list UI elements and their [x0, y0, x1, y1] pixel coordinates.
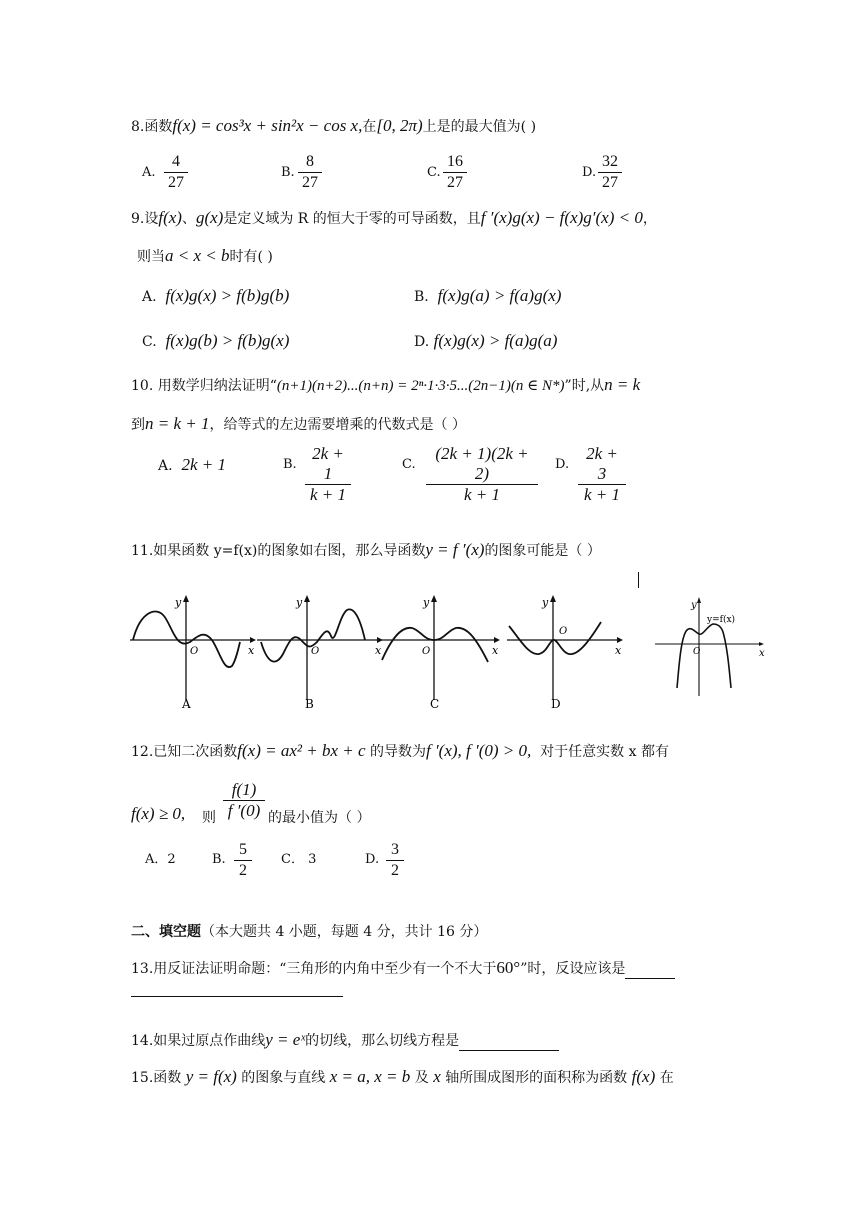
graph-a-origin-label: O	[190, 646, 199, 657]
graph-b-caption: B	[305, 697, 314, 711]
q14-line: 14.如果过原点作曲线y = eˣ的切线，那么切线方程是	[131, 1030, 559, 1051]
q12-ratio-fraction: $\frac{f(1)}{f '(0)}$	[223, 780, 265, 821]
graph-option-d	[505, 592, 635, 716]
graph-a-caption: A	[182, 697, 191, 711]
section-2-heading: 二、填空题（本大题共 4 小题，每题 4 分，共计 16 分）	[131, 924, 488, 940]
graph-option-b	[255, 592, 385, 716]
graph-d-caption: D	[551, 697, 561, 711]
graph-b-x-label: x	[375, 644, 382, 657]
q12-line1: 12.已知二次函数f(x) = ax² + bx + c 的导数为f ′(x), f ′(0) > 0, 对于任意实数 x 都有	[131, 741, 669, 760]
q9-option-c: C. f(x)g(b) > f(b)g(x)	[142, 331, 290, 350]
q8-option-d-fraction: $\frac{32}{27}$	[598, 152, 622, 193]
graph-option-a	[128, 592, 258, 716]
q9-line2: 则当a < x < b时有( )	[137, 246, 273, 265]
q8-option-a-label: A.	[142, 165, 156, 180]
graph-d-x-label: x	[615, 644, 622, 657]
graph-c-origin-label: O	[422, 646, 431, 657]
q8-option-a-fraction: $\frac{4}{27}$	[164, 152, 188, 193]
q8-option-c-fraction: $\frac{16}{27}$	[443, 152, 467, 193]
q10-line2: 到n = k + 1，给等式的左边需要增乘的代数式是（ ）	[131, 414, 466, 433]
q12-tail: 的最小值为（ ）	[268, 810, 371, 826]
graph-c-x-label: x	[492, 644, 499, 657]
graph-ref-curve-label: y=f(x)	[707, 615, 736, 625]
q9-option-a: A. f(x)g(x) > f(b)g(b)	[142, 286, 290, 305]
q10-option-d-label: D.	[555, 457, 570, 472]
q8-option-b-fraction: $\frac{8}{27}$	[298, 152, 322, 193]
graph-a-x-label: x	[248, 644, 255, 657]
q8-option-b-label: B.	[281, 165, 295, 180]
q10-option-b-label: B.	[283, 457, 297, 472]
graph-a-y-label: y	[175, 596, 182, 609]
q10-option-a: A. 2k + 1	[158, 455, 226, 474]
q10-option-c-label: C.	[402, 457, 416, 472]
graph-b-origin-label: O	[311, 646, 320, 657]
q12-then: 则	[202, 810, 216, 826]
graph-b-y-label: y	[296, 596, 303, 609]
q8-option-d-label: D.	[582, 165, 597, 180]
q9-line1: 9.设f(x)、g(x)是定义域为 R 的恒大于零的可导函数，且f ′(x)g(x) − f(x)g′(x) < 0，	[131, 208, 657, 227]
q13-answer-blank-line2[interactable]	[131, 996, 343, 997]
q8-stem: 8.函数f(x) = cos³x + sin²x − cos x,在[0, 2π)上是的最大值为( )	[131, 116, 537, 135]
q12-option-d-label: D.	[365, 852, 380, 867]
q10-option-d-fraction: $\frac{2k + 3}{k + 1}$	[578, 444, 626, 505]
q10-line1: 10. 用数学归纳法证明“(n+1)(n+2)...(n+n) = 2ⁿ·1·3·5...(2n−1)(n ∈ N*)”时,从n = k	[131, 375, 641, 394]
q12-option-c: C． 3	[281, 852, 317, 867]
text-cursor-mark	[638, 572, 639, 588]
q15-line: 15.函数 y = f(x) 的图象与直线 x = a, x = b 及 x 轴所围成图形的面积称为函数 f(x) 在	[131, 1067, 674, 1086]
q12-option-d-fraction: $\frac{3}{2}$	[386, 840, 404, 881]
graph-d-y-label: y	[542, 596, 549, 609]
q12-cond: f(x) ≥ 0,	[131, 804, 186, 823]
q14-answer-blank[interactable]	[459, 1036, 559, 1051]
q12-option-b-fraction: $\frac{5}{2}$	[234, 840, 252, 881]
q12-option-b-label: B.	[212, 852, 226, 867]
q12-option-a: A．2	[145, 852, 176, 867]
graph-c-caption: C	[430, 697, 440, 711]
q10-option-b-fraction: $\frac{2k + 1}{k + 1}$	[305, 444, 351, 505]
graph-ref-x-label: x	[759, 648, 765, 659]
q13-answer-blank[interactable]	[625, 964, 675, 979]
graph-d-origin-label: O	[559, 626, 568, 637]
graph-c-y-label: y	[423, 596, 430, 609]
q8-option-c-label: C.	[427, 165, 441, 180]
graph-ref-y-label: y	[691, 600, 697, 611]
q9-option-b: B. f(x)g(a) > f(a)g(x)	[414, 286, 562, 305]
graph-ref-origin-label: O	[693, 647, 701, 657]
graph-option-c	[378, 592, 508, 716]
graph-reference-fx	[655, 596, 770, 710]
q10-option-c-fraction: $\frac{(2k + 1)(2k + 2)}{k + 1}$	[426, 444, 538, 505]
q11-stem: 11.如果函数 y=f(x)的图象如右图，那么导函数y = f ′(x)的图象可能是（ ）	[131, 540, 601, 559]
q13-line: 13.用反证法证明命题：“三角形的内角中至少有一个不大于60°”时，反设应该是	[131, 958, 675, 979]
q9-option-d: D. f(x)g(x) > f(a)g(a)	[414, 331, 558, 350]
